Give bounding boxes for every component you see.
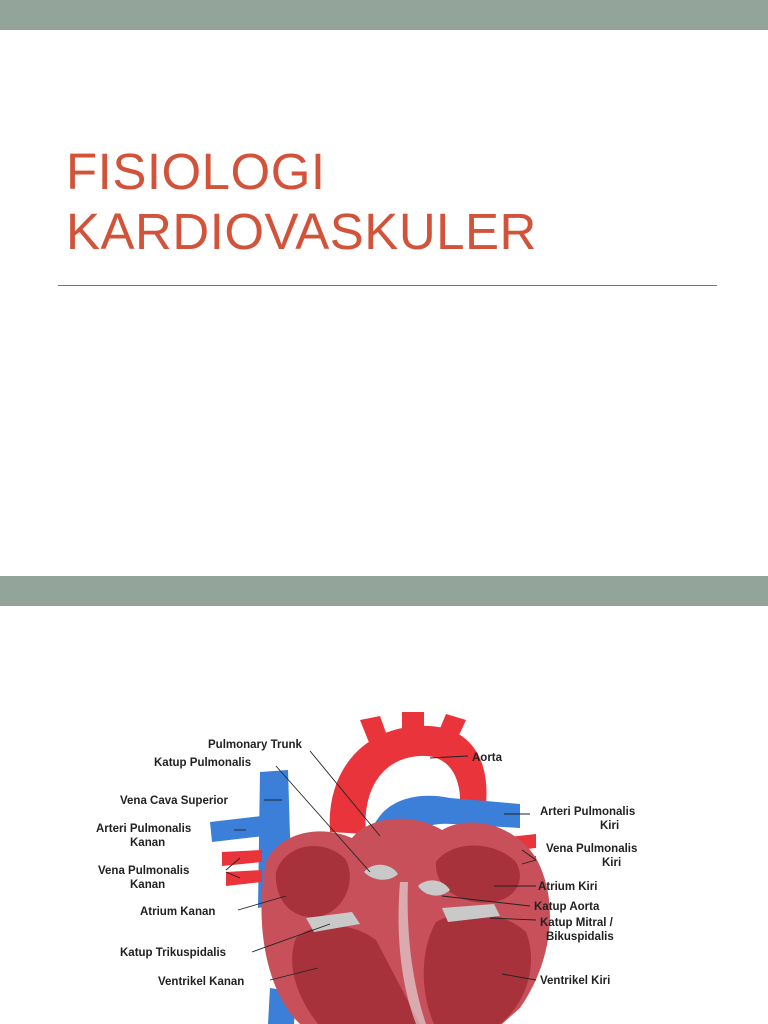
label-katup-mitral-2: Bikuspidalis bbox=[546, 931, 614, 943]
label-ventrikel-kanan: Ventrikel Kanan bbox=[158, 976, 245, 988]
title-line-1: FISIOLOGI bbox=[66, 143, 326, 200]
arteri-pulmonalis-kanan-vessel bbox=[210, 816, 264, 842]
heart-diagram bbox=[90, 712, 690, 1024]
label-vena-pulmonalis-kanan-2: Kanan bbox=[130, 879, 166, 891]
title-underline bbox=[58, 285, 717, 286]
label-vena-pulmonalis-kiri-1: Vena Pulmonalis bbox=[546, 843, 638, 855]
title-line-2: KARDIOVASKULER bbox=[66, 203, 537, 260]
ventrikel-kiri-chamber bbox=[424, 913, 531, 1024]
label-katup-aorta: Katup Aorta bbox=[534, 901, 600, 913]
label-katup-trikuspidalis: Katup Trikuspidalis bbox=[120, 947, 227, 959]
label-arteri-pulmonalis-kanan-1: Arteri Pulmonalis bbox=[96, 823, 192, 835]
label-arteri-pulmonalis-kiri-2: Kiri bbox=[600, 820, 620, 832]
label-ventrikel-kiri: Ventrikel Kiri bbox=[540, 975, 611, 987]
label-pulmonary-trunk: Pulmonary Trunk bbox=[208, 739, 302, 751]
label-aorta: Aorta bbox=[472, 752, 503, 764]
label-arteri-pulmonalis-kanan-2: Kanan bbox=[130, 837, 166, 849]
label-katup-pulmonalis: Katup Pulmonalis bbox=[154, 757, 252, 769]
label-arteri-pulmonalis-kiri-1: Arteri Pulmonalis bbox=[540, 806, 636, 818]
label-atrium-kanan: Atrium Kanan bbox=[140, 906, 216, 918]
slide-top-band bbox=[0, 0, 768, 30]
label-vena-pulmonalis-kanan-1: Vena Pulmonalis bbox=[98, 865, 190, 877]
label-katup-mitral-1: Katup Mitral / bbox=[540, 917, 613, 929]
label-atrium-kiri: Atrium Kiri bbox=[538, 881, 598, 893]
slide-separator-band bbox=[0, 576, 768, 606]
label-vena-pulmonalis-kiri-2: Kiri bbox=[602, 857, 622, 869]
label-vena-cava-superior: Vena Cava Superior bbox=[120, 795, 229, 807]
slide-title bbox=[66, 142, 537, 262]
